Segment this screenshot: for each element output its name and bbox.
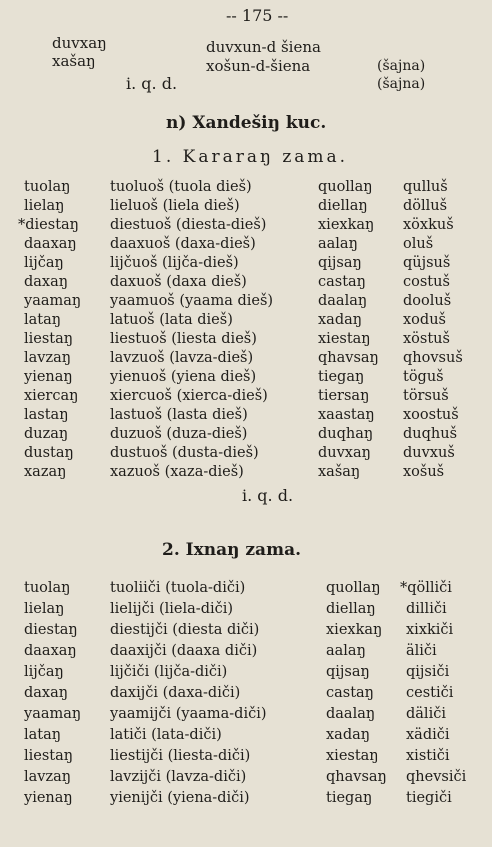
form: yienijči (yiena-diči) — [110, 790, 250, 806]
pair-form: duvxuš — [403, 445, 455, 461]
stem: daxaŋ — [24, 274, 69, 290]
stem: lataŋ — [24, 312, 62, 328]
form: daxuoš (daxa dieš) — [110, 274, 247, 290]
pair-form: töguš — [403, 369, 444, 385]
pair-stem: aalaŋ — [318, 236, 358, 252]
pair-form: duqhuš — [403, 426, 458, 442]
stem: lijčaŋ — [24, 664, 64, 680]
pair-stem: xadaŋ — [318, 312, 363, 328]
table-row — [0, 769, 492, 788]
pair-stem: castaŋ — [326, 685, 375, 701]
top-word-mid-2: xošun-d-šiena — [206, 57, 311, 75]
table-row — [0, 293, 492, 312]
form: yaamuoš (yaama dieš) — [110, 293, 274, 309]
stem: yaamaŋ — [24, 293, 82, 309]
form: latiči (lata-diči) — [110, 727, 222, 743]
form: liestijči (liesta-diči) — [110, 748, 251, 764]
pair-form: dilliči — [406, 601, 447, 617]
top-word-left-1: duvxaŋ — [52, 34, 107, 52]
table-row — [0, 217, 492, 236]
form: xiercuoš (xierca-dieš) — [110, 388, 268, 404]
pair-stem: qhavsaŋ — [326, 769, 387, 785]
subsection-title-2: 2. Ixnaŋ zama. — [162, 540, 301, 560]
table-row — [0, 388, 492, 407]
pair-form: xističi — [406, 748, 450, 764]
form: daaxuoš (daxa-dieš) — [110, 236, 256, 252]
stem: lavzaŋ — [24, 769, 72, 785]
table-row — [0, 350, 492, 369]
pair-stem: tiersaŋ — [318, 388, 370, 404]
pair-form: äliči — [406, 643, 437, 659]
pair-form: xoostuš — [403, 407, 459, 423]
form: diestuoš (diesta-dieš) — [110, 217, 267, 233]
pair-form: costuš — [403, 274, 450, 290]
pair-form: xoduš — [403, 312, 446, 328]
table-row — [0, 790, 492, 809]
stem: *diestaŋ — [18, 217, 80, 233]
iqd-note-2: i. q. d. — [242, 486, 294, 505]
form: daxijči (daxa-diči) — [110, 685, 241, 701]
pair-stem: castaŋ — [318, 274, 367, 290]
top-word-left-2: xašaŋ — [52, 52, 96, 70]
pair-stem: xiestaŋ — [326, 748, 379, 764]
pair-stem: quollaŋ — [326, 580, 381, 596]
pair-stem: xadaŋ — [326, 727, 371, 743]
form: daaxijči (daaxa diči) — [110, 643, 258, 659]
pair-form: dölluš — [403, 198, 448, 214]
form: liestuoš (liesta dieš) — [110, 331, 257, 347]
table-row — [0, 198, 492, 217]
stem: dustaŋ — [24, 445, 74, 461]
form: duzuoš (duza-dieš) — [110, 426, 248, 442]
section-title: n) Xandešiŋ kuc. — [166, 113, 327, 133]
stem: duzaŋ — [24, 426, 69, 442]
iqd-note-1: i. q. d. — [126, 74, 178, 93]
table-row — [0, 445, 492, 464]
table-row — [0, 643, 492, 662]
pair-stem: quollaŋ — [318, 179, 373, 195]
stem: diestaŋ — [24, 622, 78, 638]
stem: daaxaŋ — [24, 643, 77, 659]
form: lijčuoš (lijča-dieš) — [110, 255, 239, 271]
form: lavzuoš (lavza-dieš) — [110, 350, 254, 366]
pair-form: cestiči — [406, 685, 454, 701]
pair-stem: daalaŋ — [326, 706, 376, 722]
pair-form: *qölliči — [400, 580, 452, 596]
form: lavzijči (lavza-diči) — [110, 769, 247, 785]
pair-stem: tiegaŋ — [326, 790, 373, 806]
form: lijčiči (lijča-diči) — [110, 664, 228, 680]
form: lieluoš (liela dieš) — [110, 198, 240, 214]
pair-stem: duqhaŋ — [318, 426, 374, 442]
pair-stem: qijsaŋ — [318, 255, 362, 271]
pair-form: törsuš — [403, 388, 449, 404]
table-row — [0, 622, 492, 641]
pair-stem: xašaŋ — [318, 464, 361, 480]
table-row — [0, 274, 492, 293]
form: diestijči (diesta diči) — [110, 622, 260, 638]
pair-stem: xiexkaŋ — [318, 217, 375, 233]
pair-stem: xiestaŋ — [318, 331, 371, 347]
pair-form: däliči — [406, 706, 446, 722]
form: tuoliiči (tuola-diči) — [110, 580, 246, 596]
pair-stem: qhavsaŋ — [318, 350, 379, 366]
stem: lataŋ — [24, 727, 62, 743]
pair-form: xöstuš — [403, 331, 450, 347]
form: yaamijči (yaama-diči) — [110, 706, 267, 722]
table-row — [0, 426, 492, 445]
table-row — [0, 236, 492, 255]
form: xazuoš (xaza-dieš) — [110, 464, 244, 480]
table-row — [0, 580, 492, 599]
form: yienuoš (yiena dieš) — [110, 369, 257, 385]
form: lielijči (liela-diči) — [110, 601, 234, 617]
form: dustuoš (dusta-dieš) — [110, 445, 259, 461]
pair-form: xošuš — [403, 464, 445, 480]
table-row — [0, 664, 492, 683]
table-row — [0, 464, 492, 483]
stem: yienaŋ — [24, 369, 73, 385]
stem: lielaŋ — [24, 198, 65, 214]
pair-stem: diellaŋ — [318, 198, 368, 214]
form: latuoš (lata dieš) — [110, 312, 233, 328]
pair-form: xöxkuš — [403, 217, 454, 233]
pair-form: qhovsuš — [403, 350, 463, 366]
pair-stem: duvxaŋ — [318, 445, 371, 461]
table-row — [0, 727, 492, 746]
stem: lijčaŋ — [24, 255, 64, 271]
table-row — [0, 685, 492, 704]
stem: daaxaŋ — [24, 236, 77, 252]
pair-stem: qijsaŋ — [326, 664, 370, 680]
stem: lielaŋ — [24, 601, 65, 617]
stem: xazaŋ — [24, 464, 67, 480]
pair-form: oluš — [403, 236, 434, 252]
stem: liestaŋ — [24, 331, 74, 347]
pair-form: dooluš — [403, 293, 452, 309]
table-row — [0, 601, 492, 620]
stem: tuolaŋ — [24, 580, 71, 596]
table-row — [0, 331, 492, 350]
table-row — [0, 255, 492, 274]
table-row — [0, 312, 492, 331]
stem: daxaŋ — [24, 685, 69, 701]
form: lastuoš (lasta dieš) — [110, 407, 248, 423]
stem: yaamaŋ — [24, 706, 82, 722]
pair-form: xixkiči — [406, 622, 454, 638]
form: tuoluoš (tuola dieš) — [110, 179, 252, 195]
stem: xiercaŋ — [24, 388, 79, 404]
pair-form: qulluš — [403, 179, 448, 195]
pair-stem: aalaŋ — [326, 643, 366, 659]
pair-form: qüjsuš — [403, 255, 451, 271]
top-word-right-1: (šajna) — [377, 58, 426, 74]
table-row — [0, 369, 492, 388]
table-row — [0, 179, 492, 198]
pair-form: xädiči — [406, 727, 450, 743]
pair-stem: xaastaŋ — [318, 407, 375, 423]
pair-form: tiegiči — [406, 790, 452, 806]
top-word-mid-1: duvxun-d šiena — [206, 38, 321, 56]
pair-form: qhevsiči — [406, 769, 467, 785]
pair-stem: diellaŋ — [326, 601, 376, 617]
subsection-title-1: 1. Kararaŋ zama. — [152, 147, 349, 167]
stem: yienaŋ — [24, 790, 73, 806]
page-number: -- 175 -- — [226, 6, 289, 25]
table-row — [0, 748, 492, 767]
stem: lavzaŋ — [24, 350, 72, 366]
pair-stem: xiexkaŋ — [326, 622, 383, 638]
table-row — [0, 706, 492, 725]
top-word-right-2: (šajna) — [377, 76, 426, 92]
stem: lastaŋ — [24, 407, 69, 423]
table-row — [0, 407, 492, 426]
pair-stem: tiegaŋ — [318, 369, 365, 385]
stem: liestaŋ — [24, 748, 74, 764]
pair-stem: daalaŋ — [318, 293, 368, 309]
stem: tuolaŋ — [24, 179, 71, 195]
pair-form: qijsiči — [406, 664, 450, 680]
